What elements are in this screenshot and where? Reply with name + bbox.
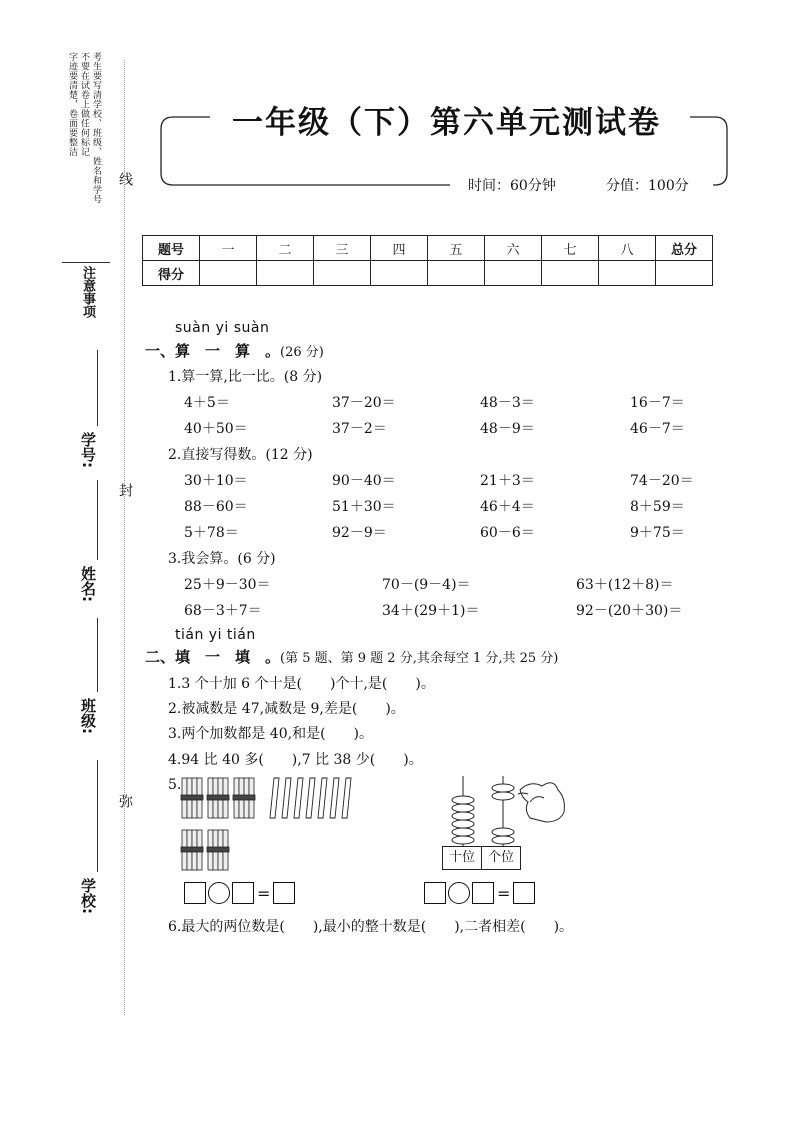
- score-table-score-row: [143, 261, 713, 286]
- field-class-label: 班级:: [79, 698, 97, 734]
- field-name-line[interactable]: [97, 480, 98, 560]
- s1-q3-title: 3.我会算。(6 分): [168, 551, 276, 567]
- section2-points: (第 5 题、第 9 题 2 分,其余每空 1 分,共 25 分): [280, 651, 559, 666]
- score-cell[interactable]: [371, 261, 428, 286]
- time-info: 时间：60分钟: [468, 178, 556, 194]
- equation: 48－3＝: [480, 395, 535, 411]
- equation: 48－9＝: [480, 421, 535, 437]
- equation: 88－60＝: [184, 499, 248, 515]
- score-cell-header: 总分: [656, 236, 713, 261]
- sidebar-notes: [66, 52, 102, 262]
- score-cell[interactable]: [485, 261, 542, 286]
- operator-circle[interactable]: [448, 882, 470, 904]
- equation: 5＋78＝: [184, 525, 239, 541]
- note-3: 字迹要清楚，卷面要整洁: [67, 52, 77, 157]
- answer-box[interactable]: [513, 882, 535, 904]
- score-cell[interactable]: [200, 261, 257, 286]
- section1-pinyin: suàn yi suàn: [175, 320, 270, 336]
- answer-box[interactable]: [232, 882, 254, 904]
- score-cell[interactable]: [314, 261, 371, 286]
- notes-divider: [62, 262, 110, 263]
- score-cell[interactable]: [656, 261, 713, 286]
- score-info: 分值：100分: [606, 178, 689, 194]
- score-row-label: 得分: [143, 261, 200, 286]
- equation: 37－2＝: [332, 421, 387, 437]
- section2-title: [145, 646, 558, 667]
- equation: 92－(20＋30)＝: [576, 603, 683, 619]
- equation: 8＋59＝: [630, 499, 685, 515]
- s2-q5: 5.: [168, 777, 182, 793]
- s2-q4: 4.94 比 40 多( ),7 比 38 少( )。: [168, 752, 423, 768]
- s2-q2: 2.被减数是 47,减数是 9,差是( )。: [168, 701, 405, 717]
- notes-title: 注意事项: [80, 266, 95, 318]
- s2-q6: 6.最大的两位数是( ),最小的整十数是( ),二者相差( )。: [168, 919, 574, 935]
- page-title: 一年级（下）第六单元测试卷: [232, 105, 661, 141]
- note-2: 不要在试卷上做任何标记: [79, 52, 89, 157]
- score-cell-header: 二: [257, 236, 314, 261]
- section2-pinyin: tián yi tián: [175, 627, 256, 643]
- abacus-ones-label: 个位: [482, 846, 521, 870]
- seal-mi-label: 弥: [117, 794, 133, 808]
- s1-q2-title: 2.直接写得数。(12 分): [168, 447, 313, 463]
- stick-bundles-illustration: [178, 776, 358, 876]
- seal-line-label: 线: [117, 172, 133, 186]
- equation: 9＋75＝: [630, 525, 685, 541]
- s1-q1-title: 1.算一算,比一比。(8 分): [168, 369, 323, 385]
- score-cell-header: 八: [599, 236, 656, 261]
- field-id-line[interactable]: [97, 350, 98, 426]
- score-cell[interactable]: [257, 261, 314, 286]
- equation: 46＋4＝: [480, 499, 535, 515]
- section1-title: [145, 340, 324, 361]
- equation: 16－7＝: [630, 395, 685, 411]
- operator-circle[interactable]: [208, 882, 230, 904]
- score-cell-header: 四: [371, 236, 428, 261]
- equation: 46－7＝: [630, 421, 685, 437]
- equation: 40＋50＝: [184, 421, 248, 437]
- answer-box[interactable]: [184, 882, 206, 904]
- score-cell-header: 七: [542, 236, 599, 261]
- score-cell[interactable]: [542, 261, 599, 286]
- score-cell[interactable]: [599, 261, 656, 286]
- equation: 68－3＋7＝: [184, 603, 262, 619]
- answer-row-abacus: [424, 882, 535, 904]
- score-cell-header: 一: [200, 236, 257, 261]
- abacus-place-labels: [442, 846, 521, 870]
- seal-seal-label: 封: [117, 483, 133, 497]
- score-table-header-row: [143, 236, 713, 261]
- equation: 34＋(29＋1)＝: [382, 603, 480, 619]
- equation: 51＋30＝: [332, 499, 396, 515]
- abacus-illustration: [438, 772, 588, 848]
- equation: 63＋(12＋8)＝: [576, 577, 674, 593]
- equals-sign: =: [497, 883, 511, 903]
- equation: 37－20＝: [332, 395, 396, 411]
- score-cell[interactable]: [428, 261, 485, 286]
- answer-row-sticks: [184, 882, 295, 904]
- score-cell-header: 六: [485, 236, 542, 261]
- s2-q1: 1.3 个十加 6 个十是( )个十,是( )。: [168, 676, 435, 692]
- field-school-label: 学校:: [79, 878, 97, 914]
- seal-dashed-line: [124, 60, 125, 1015]
- section2-title-text: 二、填 一 填 。: [145, 648, 281, 666]
- score-cell-header: 五: [428, 236, 485, 261]
- abacus-tens-label: 十位: [442, 846, 482, 870]
- bundle-icon: [181, 778, 255, 870]
- single-sticks-icon: [270, 778, 351, 818]
- answer-box[interactable]: [273, 882, 295, 904]
- section1-points: (26 分): [280, 345, 324, 360]
- equation: 25＋9－30＝: [184, 577, 271, 593]
- field-school-line[interactable]: [97, 760, 98, 872]
- answer-box[interactable]: [424, 882, 446, 904]
- note-1: 考生要写清学校、班级、姓名和学号: [91, 52, 101, 204]
- equation: 90－40＝: [332, 473, 396, 489]
- equation: 92－9＝: [332, 525, 387, 541]
- score-cell-header: 三: [314, 236, 371, 261]
- field-id-label: 学号:: [79, 432, 97, 468]
- section1-title-text: 一、算 一 算 。: [145, 342, 281, 360]
- equation: 70－(9－4)＝: [382, 577, 471, 593]
- equals-sign: =: [257, 883, 271, 903]
- s2-q3: 3.两个加数都是 40,和是( )。: [168, 726, 373, 742]
- score-table: [142, 235, 713, 286]
- equation: 4＋5＝: [184, 395, 230, 411]
- answer-box[interactable]: [472, 882, 494, 904]
- field-name-label: 姓名:: [79, 566, 97, 602]
- equation: 30＋10＝: [184, 473, 248, 489]
- equation: 21＋3＝: [480, 473, 535, 489]
- score-cell-header: 题号: [143, 236, 200, 261]
- equation: 60－6＝: [480, 525, 535, 541]
- equation: 74－20＝: [630, 473, 694, 489]
- field-class-line[interactable]: [97, 618, 98, 692]
